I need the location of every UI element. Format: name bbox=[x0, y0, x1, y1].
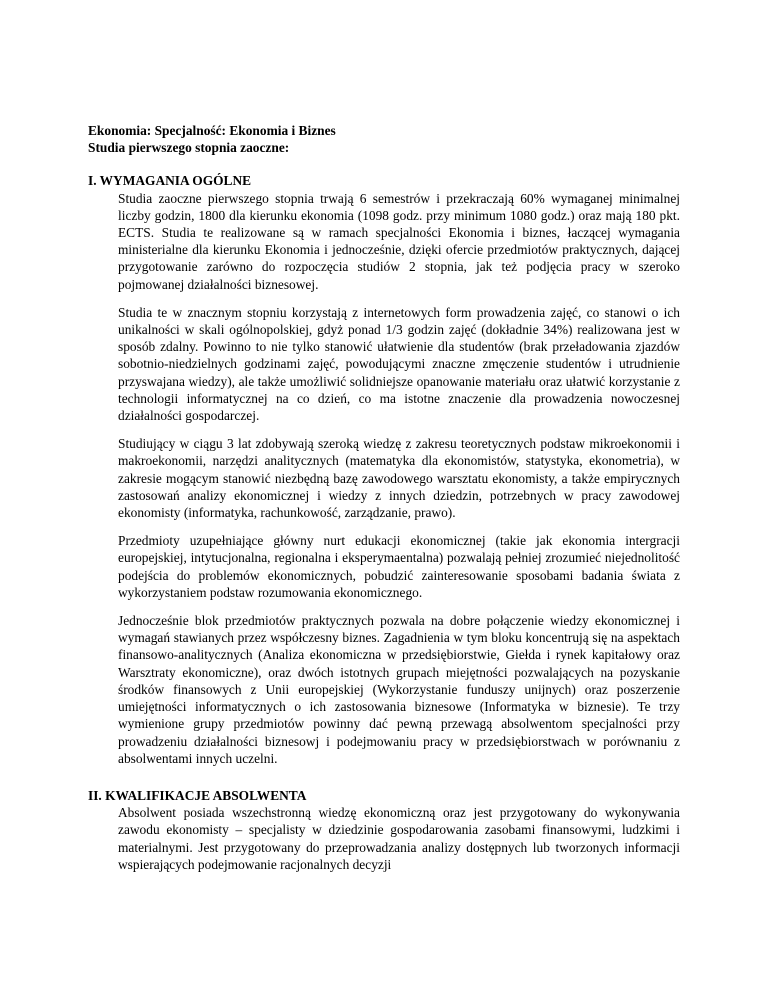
section-heading-general-requirements: I. WYMAGANIA OGÓLNE bbox=[88, 173, 252, 189]
paragraph: Przedmioty uzupełniające główny nurt edukacji ekonomicznej (takie jak ekonomia intergracji europejskiej, intytucjonalna, regionalna i eksperymaentalna) pozwalają pełniej zrozumieć niejednolitość podejścia do problemów ekonomicznych, pobudzić zainteresowanie sposobami badania świata z wykorzystaniem podstaw rozumowania ekonomicznego. bbox=[118, 533, 680, 600]
section-heading-graduate-qualifications: II. KWALIFIKACJE ABSOLWENTA bbox=[88, 787, 307, 803]
section-body-general-requirements bbox=[118, 190, 680, 767]
paragraph: Studia te w znacznym stopniu korzystają z internetowych form prowadzenia zajęć, co stanowi o ich unikalności w skali ogólnopolskiej, gdyż ponad 1/3 godzin zajęć (dokładnie 34%) realizowana jest w sposób zdalny. Powinno to nie tylko stanowić ułatwienie dla studentów (brak przeładowania zjazdów sobotnio-niedzielnych godzinami zajęć, powodującymi znaczne zmęczenie studentów i utrudnienie przyswajana wiedzy), ale także umożliwić solidniejsze opanowanie materiału oraz ułatwić korzystanie z technologii informatycznej na co dzień, co ma istotne znaczenie dla prowadzenia nowoczesnej działalności gospodarczej. bbox=[118, 304, 680, 424]
paragraph: Studiujący w ciągu 3 lat zdobywają szeroką wiedzę z zakresu teoretycznych podstaw mikroekonomii i makroekonomii, narzędzi analitycznych (matematyka dla ekonomistów, statystyka, ekonometria), w zakresie mogącym stanowić niezbędną bazę zawodowego warsztatu ekonomisty, a także empirycznych zastosowań analizy ekonomicznej i wiedzy z innych dziedzin, potrzebnych w pracy zawodowej ekonomisty (informatyka, rachunkowość, zarządzanie, prawo). bbox=[118, 436, 680, 521]
document-subtitle: Studia pierwszego stopnia zaoczne: bbox=[88, 140, 290, 156]
section-body-graduate-qualifications bbox=[118, 804, 680, 873]
paragraph: Absolwent posiada wszechstronną wiedzę ekonomiczną oraz jest przygotowany do wykonywania zawodu ekonomisty – specjalisty w dziedzinie gospodarowania zasobami finansowymi, ludzkimi i materialnymi. Jest przygotowany do przeprowadzania analizy dostępnych lub tworzonych informacji wspierających podejmowanie racjonalnych decyzji bbox=[118, 805, 680, 872]
document-title: Ekonomia: Specjalność: Ekonomia i Biznes bbox=[88, 123, 336, 138]
paragraph: Studia zaoczne pierwszego stopnia trwają 6 semestrów i przekraczają 60% wymaganej minimalnej liczby godzin, 1800 dla kierunku ekonomia (1098 godz. przy minimum 1080 godz.) oraz mają 180 pkt. ECTS. Studia te realizowane są w ramach specjalności Ekonomia i biznes, łaczącej wymagania ministerialne dla kierunku Ekonomia i jednocześnie, dzięki ofercie przedmiotów praktycznych, dającej przygotowanie zarówno do rozpoczęcia studiów 2 stopnia, jak też podjęcia pracy w szeroko pojmowanej działalności biznesowej. bbox=[118, 190, 680, 292]
paragraph: Jednocześnie blok przedmiotów praktycznych pozwala na dobre połączenie wiedzy ekonomicznej i wymagań stawianych przez współczesny biznes. Zagadnienia w tym bloku koncentrują się na aspektach finansowo-analitycznych (Analiza ekonomiczna w przedsiębiorstwie, Giełda i rynek kapitałowy oraz Warsztraty ekonomiczne), oraz dwóch istotnych grupach miejętności pozwalających na pozyskanie środków finansowych z Unii europejskiej (Wykorzystanie funduszy unijnych) oraz poszerzenie umiejętności informatycznych o ich zastosowania biznesowe (Informatyka w biznesie). Te trzy wymienione grupy przedmiotów powinny dać pewną przewagą absolwentom specjalności przy prowadzeniu działalności biznesowj i podejmowaniu pracy w przedsiębiorstwach w porównaniu z absolwentami innych uczelni. bbox=[118, 613, 680, 766]
document-page bbox=[88, 122, 680, 873]
